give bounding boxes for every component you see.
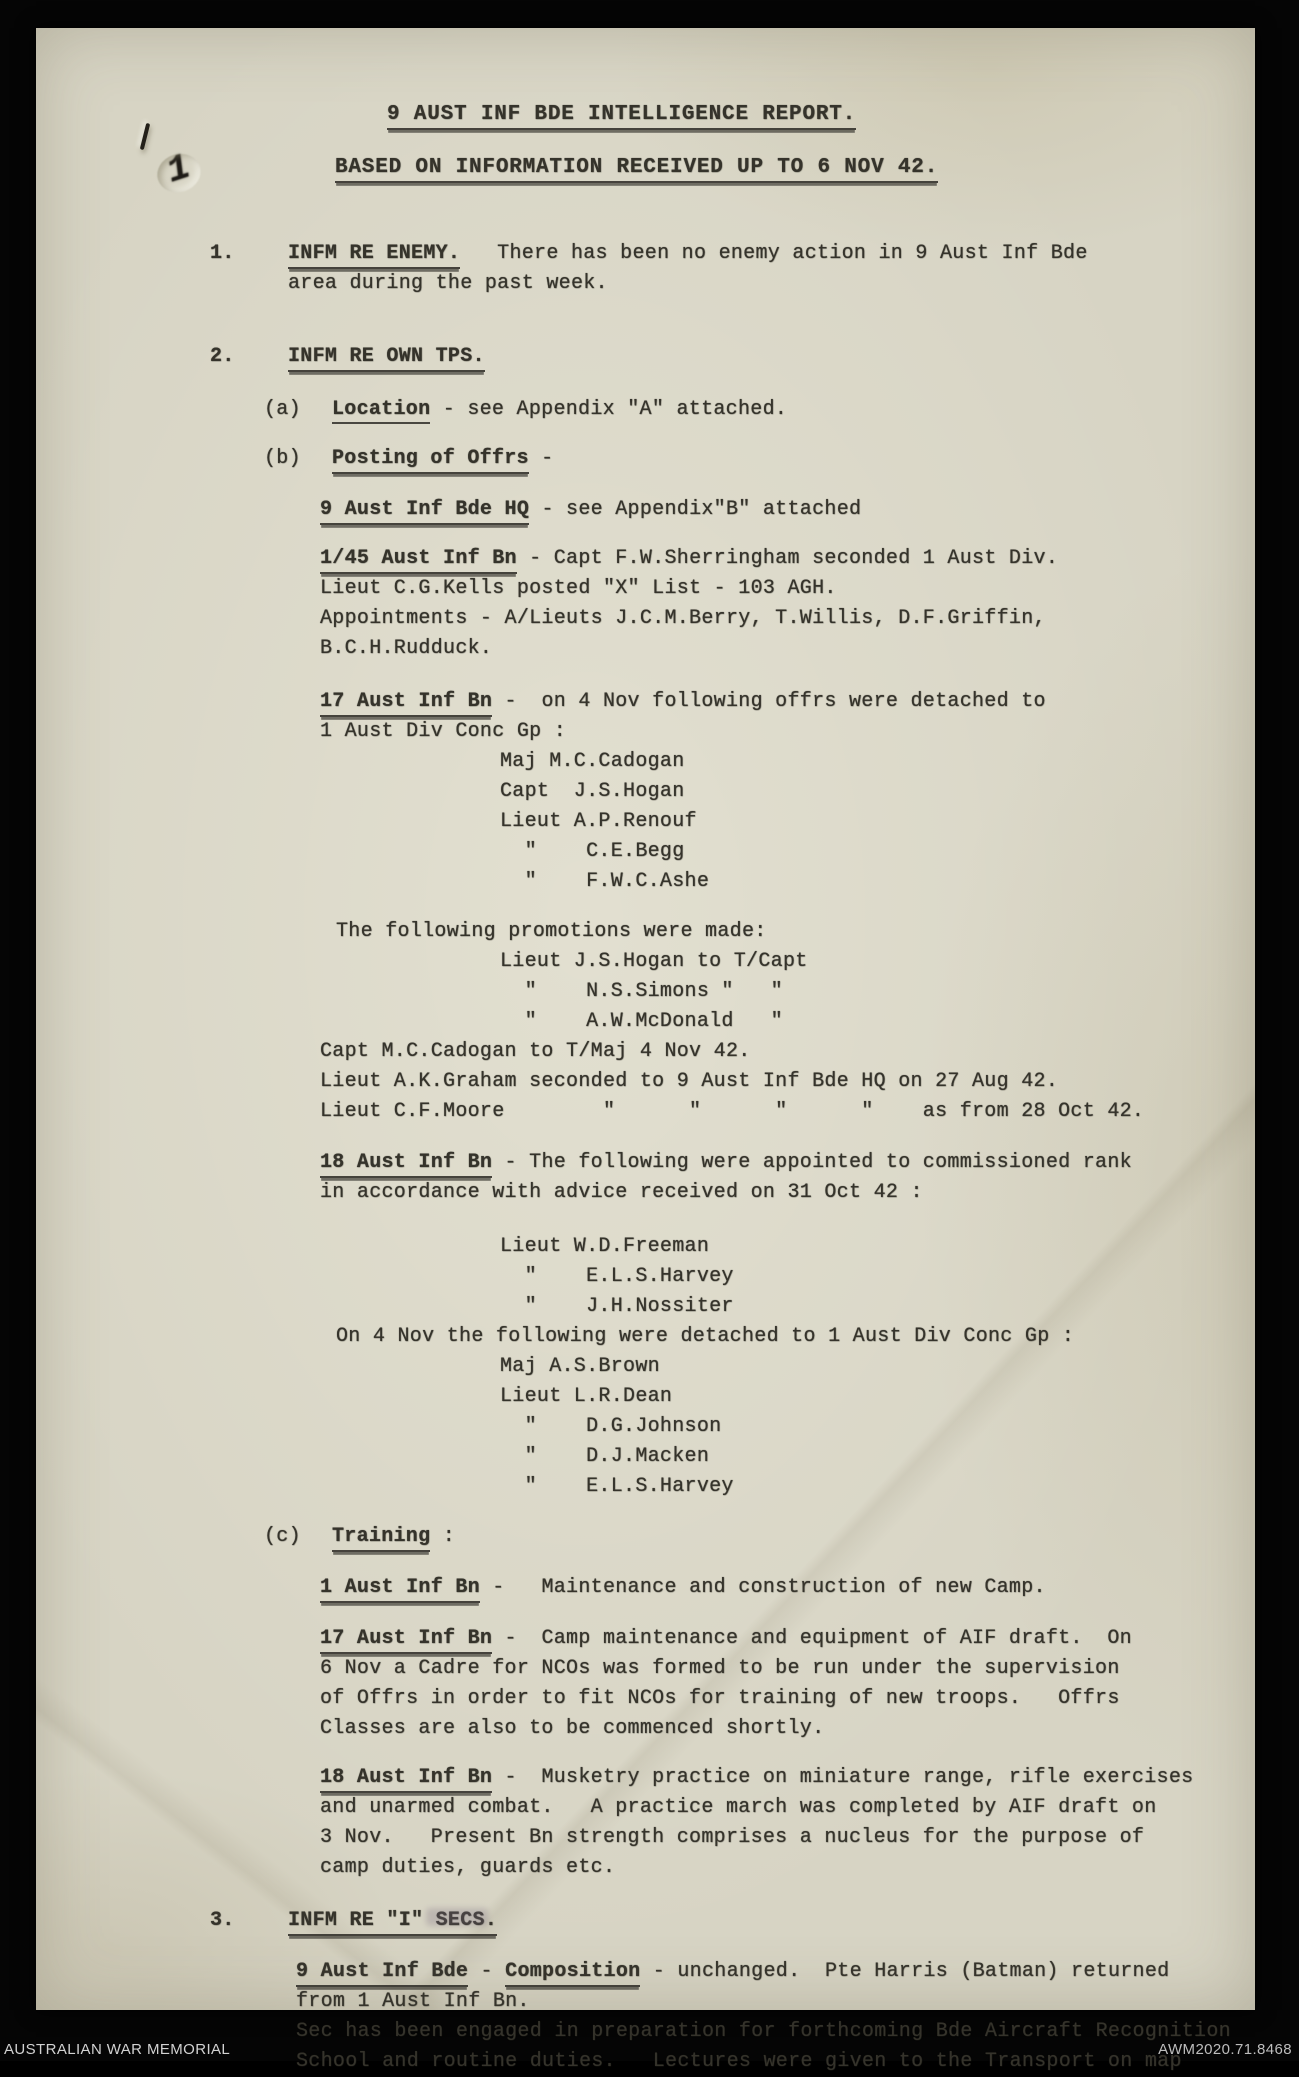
heading-infm-re-enemy: INFM RE ENEMY.: [288, 242, 460, 269]
report-subtitle: BASED ON INFORMATION RECEIVED UP TO 6 NOV 42.: [335, 153, 1255, 183]
section-1-heading: [210, 239, 1255, 269]
heading-145-aust-inf-bn: 1/45 Aust Inf Bn: [320, 547, 517, 574]
report-title: 9 AUST INF BDE INTELLIGENCE REPORT.: [387, 100, 1255, 130]
promotion-cadogan: Capt M.C.Cadogan to T/Maj 4 Nov 42.: [320, 1040, 751, 1063]
promotion-item: " N.S.Simons " ": [500, 980, 783, 1003]
detached-officer: " E.L.S.Harvey: [500, 1475, 734, 1498]
training-18-bn: 18 Aust Inf Bn - Musketry practice on miniature range, rifle exercises: [320, 1763, 1255, 1793]
bn145-line2: Lieut C.G.Kells posted "X" List - 103 AGH.: [320, 577, 837, 600]
item-a-location: (a) Location - see Appendix "A" attached.: [264, 395, 1255, 425]
appointed-officer: Lieut W.D.Freeman: [500, 1235, 710, 1258]
bde-line3: Sec has been engaged in preparation for forthcoming Bde Aircraft Recognition: [296, 2020, 1231, 2043]
item-c-training: (c) Training :: [264, 1522, 1255, 1552]
secondment-graham: Lieut A.K.Graham seconded to 9 Aust Inf Bde HQ on 27 Aug 42.: [320, 1070, 1059, 1093]
detached-officer: Maj A.S.Brown: [500, 1355, 660, 1378]
officer-name: " F.W.C.Ashe: [500, 870, 710, 893]
bn18-line2: in accordance with advice received on 31 Oct 42 :: [320, 1181, 923, 1204]
training-1-bn: 1 Aust Inf Bn - Maintenance and construction of new Camp.: [320, 1573, 1255, 1603]
training-17-line: of Offrs in order to fit NCOs for training of new troops. Offrs: [320, 1687, 1120, 1710]
section-2-heading: [210, 342, 1255, 372]
bn17-line2: 1 Aust Div Conc Gp :: [320, 720, 567, 743]
item-label: (b): [264, 447, 301, 470]
heading-9-aust-inf-bde-hq: 9 Aust Inf Bde HQ: [320, 498, 529, 525]
officer-name: Capt J.S.Hogan: [500, 780, 685, 803]
heading-infm-re-own-tps: INFM RE OWN TPS.: [288, 345, 485, 372]
bn145-line3: Appointments - A/Lieuts J.C.M.Berry, T.Willis, D.F.Griffin,: [320, 607, 1046, 630]
detached-intro: On 4 Nov the following were detached to 1 Aust Div Conc Gp :: [336, 1325, 1075, 1348]
heading-17-aust-inf-bn: 17 Aust Inf Bn: [320, 1627, 492, 1654]
appointed-officer: " E.L.S.Harvey: [500, 1265, 734, 1288]
accession-number: AWM2020.71.8468: [1158, 2041, 1292, 2058]
officer-name: " C.E.Begg: [500, 840, 685, 863]
promotions-intro: The following promotions were made:: [336, 920, 767, 943]
archive-credit: AUSTRALIAN WAR MEMORIAL: [4, 2041, 231, 2058]
promotion-item: Lieut J.S.Hogan to T/Capt: [500, 950, 808, 973]
ink-smudge: [426, 1908, 488, 1926]
bn145-paragraph: 1/45 Aust Inf Bn - Capt F.W.Sherringham seconded 1 Aust Div.: [320, 544, 1255, 574]
section-number: 1.: [210, 242, 235, 265]
promotion-item: " A.W.McDonald ": [500, 1010, 783, 1033]
bde-composition-line: 9 Aust Inf Bde - Composition - unchanged. Pte Harris (Batman) returned: [296, 1957, 1255, 1987]
section-1-text-line2: area during the past week.: [288, 272, 608, 295]
heading-18-aust-inf-bn: 18 Aust Inf Bn: [320, 1766, 492, 1793]
heading-17-aust-inf-bn: 17 Aust Inf Bn: [320, 690, 492, 717]
heading-location: Location: [332, 398, 430, 424]
training-17-line: 6 Nov a Cadre for NCOs was formed to be run under the supervision: [320, 1657, 1120, 1680]
section-3-heading: [210, 1906, 1255, 1936]
bn145-line4: B.C.H.Rudduck.: [320, 637, 493, 660]
heading-1-aust-inf-bn: 1 Aust Inf Bn: [320, 1576, 480, 1603]
item-label: (c): [264, 1525, 301, 1548]
bde-line2: from 1 Aust Inf Bn.: [296, 1990, 530, 2013]
detached-officer: " D.J.Macken: [500, 1445, 710, 1468]
secondment-moore: Lieut C.F.Moore " " " " as from 28 Oct 42.: [320, 1100, 1145, 1123]
bn18-paragraph: 18 Aust Inf Bn - The following were appointed to commissioned rank: [320, 1148, 1255, 1178]
bn17-paragraph: 17 Aust Inf Bn - on 4 Nov following offrs were detached to: [320, 687, 1255, 717]
handwritten-numeral: 1: [162, 146, 196, 193]
section-number: 2.: [210, 345, 235, 368]
heading-9-aust-inf-bde: 9 Aust Inf Bde: [296, 1960, 468, 1987]
training-18-line: camp duties, guards etc.: [320, 1856, 616, 1879]
bde-hq-line: 9 Aust Inf Bde HQ - see Appendix"B" attached: [320, 495, 1255, 525]
detached-officer: Lieut L.R.Dean: [500, 1385, 673, 1408]
item-label: (a): [264, 398, 301, 421]
officer-name: Maj M.C.Cadogan: [500, 750, 685, 773]
officer-name: Lieut A.P.Renouf: [500, 810, 697, 833]
heading-composition: Composition: [505, 1960, 640, 1987]
section-1-text: There has been no enemy action in 9 Aust Inf Bde: [460, 242, 1088, 265]
item-b-posting-of-offrs: (b) Posting of Offrs -: [264, 444, 1255, 474]
heading-training: Training: [332, 1525, 430, 1552]
heading-infm-re-i-secs: INFM RE "I" SECS.: [288, 1909, 497, 1936]
detached-officer: " D.G.Johnson: [500, 1415, 722, 1438]
training-17-line: Classes are also to be commenced shortly.: [320, 1717, 825, 1740]
training-18-line: 3 Nov. Present Bn strength comprises a nucleus for the purpose of: [320, 1826, 1145, 1849]
training-17-bn: 17 Aust Inf Bn - Camp maintenance and equipment of AIF draft. On: [320, 1624, 1255, 1654]
bde-line4: School and routine duties. Lectures were given to the Transport on map: [296, 2050, 1182, 2073]
heading-18-aust-inf-bn: 18 Aust Inf Bn: [320, 1151, 492, 1178]
appointed-officer: " J.H.Nossiter: [500, 1295, 734, 1318]
section-number: 3.: [210, 1909, 235, 1932]
heading-posting-of-offrs: Posting of Offrs: [332, 447, 529, 474]
training-18-line: and unarmed combat. A practice march was completed by AIF draft on: [320, 1796, 1157, 1819]
